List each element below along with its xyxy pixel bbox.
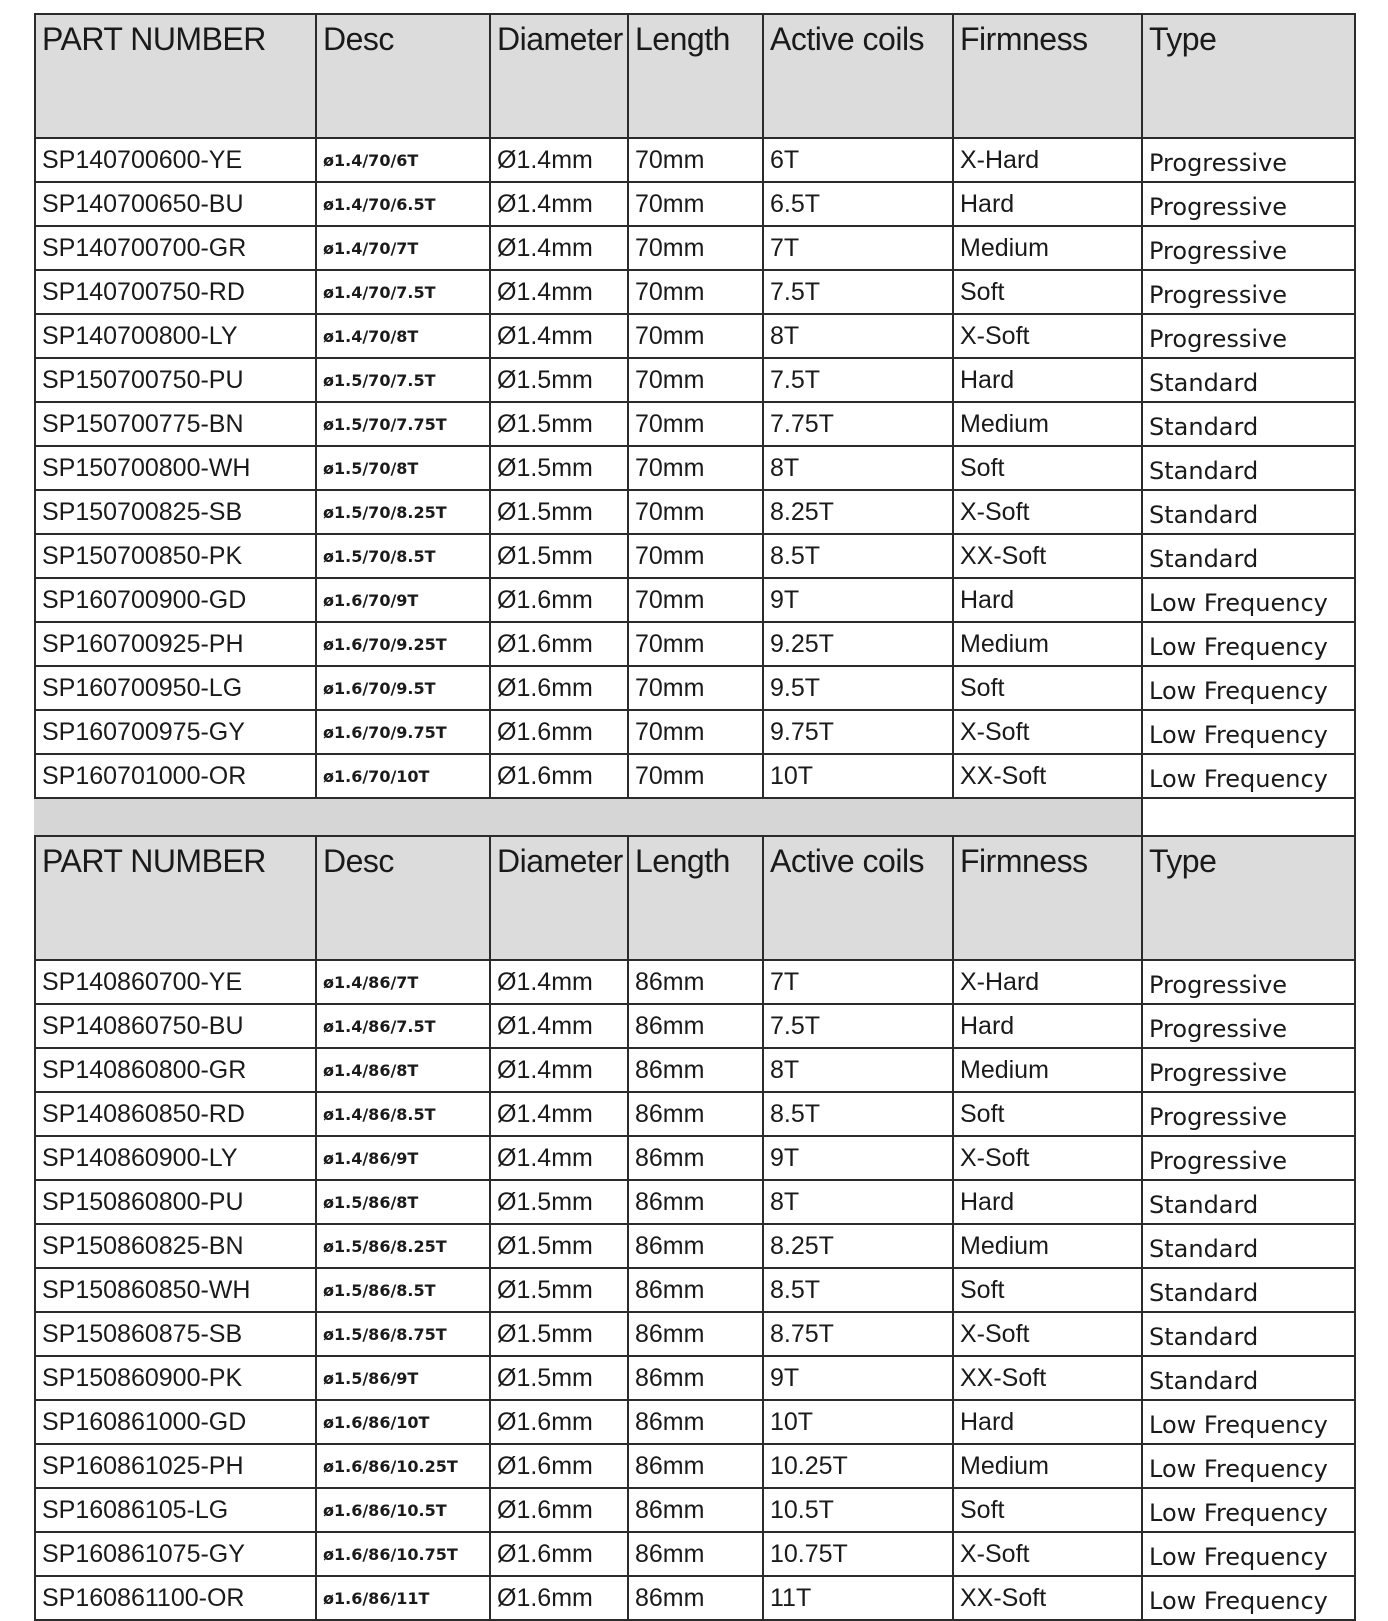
active-coils-cell: 10T — [763, 754, 953, 798]
diameter-cell: Ø1.5mm — [490, 402, 628, 446]
table-row — [35, 1400, 1355, 1444]
active-coils-cell: 9.5T — [763, 666, 953, 710]
type-cell: Low Frequency — [1142, 1532, 1355, 1576]
diameter-cell: Ø1.4mm — [490, 270, 628, 314]
firmness-cell: Hard — [953, 1400, 1142, 1444]
length-cell: 70mm — [628, 578, 763, 622]
length-cell: 86mm — [628, 1048, 763, 1092]
diameter-cell: Ø1.5mm — [490, 1356, 628, 1400]
table-row — [35, 578, 1355, 622]
active-coils-cell: 7T — [763, 960, 953, 1004]
header-row — [35, 14, 1355, 138]
firmness-cell: Soft — [953, 1092, 1142, 1136]
table-row — [35, 534, 1355, 578]
desc-cell: ø1.5/70/8T — [316, 446, 490, 490]
diameter-cell: Ø1.5mm — [490, 1180, 628, 1224]
desc-cell: ø1.6/70/10T — [316, 754, 490, 798]
table-row — [35, 402, 1355, 446]
active-coils-cell: 8T — [763, 314, 953, 358]
length-cell: 70mm — [628, 402, 763, 446]
part-number-cell: SP150700800-WH — [35, 446, 316, 490]
type-cell: Progressive — [1142, 314, 1355, 358]
type-cell: Low Frequency — [1142, 1444, 1355, 1488]
part-number-cell: SP150860825-BN — [35, 1224, 316, 1268]
diameter-cell: Ø1.4mm — [490, 138, 628, 182]
active-coils-cell: 9.75T — [763, 710, 953, 754]
part-number-cell: SP160861100-OR — [35, 1576, 316, 1620]
header-active-coils: Active coils — [763, 836, 953, 960]
active-coils-cell: 7T — [763, 226, 953, 270]
type-cell: Progressive — [1142, 1048, 1355, 1092]
header-type: Type — [1142, 836, 1355, 960]
part-number-cell: SP160861025-PH — [35, 1444, 316, 1488]
spring-spec-table — [34, 13, 1356, 1621]
part-number-cell: SP150700850-PK — [35, 534, 316, 578]
table-row — [35, 1180, 1355, 1224]
length-cell: 70mm — [628, 666, 763, 710]
desc-cell: ø1.4/70/6T — [316, 138, 490, 182]
desc-cell: ø1.5/70/8.5T — [316, 534, 490, 578]
type-cell: Progressive — [1142, 960, 1355, 1004]
part-number-cell: SP150700775-BN — [35, 402, 316, 446]
length-cell: 86mm — [628, 1268, 763, 1312]
diameter-cell: Ø1.6mm — [490, 710, 628, 754]
diameter-cell: Ø1.5mm — [490, 534, 628, 578]
desc-cell: ø1.6/70/9.75T — [316, 710, 490, 754]
part-number-cell: SP160861075-GY — [35, 1532, 316, 1576]
header-row — [35, 836, 1355, 960]
diameter-cell: Ø1.4mm — [490, 1136, 628, 1180]
desc-cell: ø1.6/86/10.75T — [316, 1532, 490, 1576]
type-cell: Standard — [1142, 1180, 1355, 1224]
table-row — [35, 960, 1355, 1004]
part-number-cell: SP150700825-SB — [35, 490, 316, 534]
table-row — [35, 182, 1355, 226]
active-coils-cell: 8.5T — [763, 1268, 953, 1312]
firmness-cell: X-Soft — [953, 710, 1142, 754]
length-cell: 86mm — [628, 1180, 763, 1224]
desc-cell: ø1.6/70/9.25T — [316, 622, 490, 666]
active-coils-cell: 8.5T — [763, 1092, 953, 1136]
desc-cell: ø1.5/86/8.75T — [316, 1312, 490, 1356]
firmness-cell: Medium — [953, 1224, 1142, 1268]
firmness-cell: Soft — [953, 270, 1142, 314]
active-coils-cell: 7.5T — [763, 270, 953, 314]
table-row — [35, 754, 1355, 798]
length-cell: 86mm — [628, 1092, 763, 1136]
type-cell: Low Frequency — [1142, 622, 1355, 666]
desc-cell: ø1.5/86/8T — [316, 1180, 490, 1224]
part-number-cell: SP160700925-PH — [35, 622, 316, 666]
length-cell: 86mm — [628, 960, 763, 1004]
desc-cell: ø1.4/86/8T — [316, 1048, 490, 1092]
desc-cell: ø1.4/86/7.5T — [316, 1004, 490, 1048]
firmness-cell: X-Hard — [953, 960, 1142, 1004]
part-number-cell: SP140860800-GR — [35, 1048, 316, 1092]
active-coils-cell: 10.75T — [763, 1532, 953, 1576]
diameter-cell: Ø1.6mm — [490, 1400, 628, 1444]
table-row — [35, 622, 1355, 666]
type-cell: Standard — [1142, 358, 1355, 402]
type-cell: Progressive — [1142, 1092, 1355, 1136]
part-number-cell: SP140700600-YE — [35, 138, 316, 182]
header-part-number: PART NUMBER — [35, 836, 316, 960]
firmness-cell: Hard — [953, 578, 1142, 622]
active-coils-cell: 8.75T — [763, 1312, 953, 1356]
firmness-cell: X-Soft — [953, 1312, 1142, 1356]
table-row — [35, 1576, 1355, 1620]
length-cell: 86mm — [628, 1400, 763, 1444]
firmness-cell: X-Soft — [953, 1136, 1142, 1180]
firmness-cell: Hard — [953, 1004, 1142, 1048]
type-cell: Progressive — [1142, 138, 1355, 182]
firmness-cell: XX-Soft — [953, 1576, 1142, 1620]
part-number-cell: SP140860900-LY — [35, 1136, 316, 1180]
type-cell: Progressive — [1142, 1136, 1355, 1180]
table-row — [35, 1224, 1355, 1268]
table-row — [35, 710, 1355, 754]
length-cell: 70mm — [628, 710, 763, 754]
length-cell: 86mm — [628, 1312, 763, 1356]
table-row — [35, 1488, 1355, 1532]
length-cell: 86mm — [628, 1444, 763, 1488]
type-cell: Progressive — [1142, 226, 1355, 270]
spring-spec-sheet — [34, 13, 1354, 1621]
type-cell: Progressive — [1142, 182, 1355, 226]
type-cell: Standard — [1142, 1312, 1355, 1356]
table-row — [35, 1356, 1355, 1400]
firmness-cell: Soft — [953, 1488, 1142, 1532]
diameter-cell: Ø1.4mm — [490, 314, 628, 358]
diameter-cell: Ø1.4mm — [490, 1004, 628, 1048]
part-number-cell: SP16086105-LG — [35, 1488, 316, 1532]
length-cell: 70mm — [628, 446, 763, 490]
length-cell: 70mm — [628, 138, 763, 182]
active-coils-cell: 6.5T — [763, 182, 953, 226]
desc-cell: ø1.4/70/7T — [316, 226, 490, 270]
diameter-cell: Ø1.6mm — [490, 578, 628, 622]
type-cell: Low Frequency — [1142, 754, 1355, 798]
part-number-cell: SP150860875-SB — [35, 1312, 316, 1356]
length-cell: 86mm — [628, 1004, 763, 1048]
diameter-cell: Ø1.4mm — [490, 960, 628, 1004]
table-row — [35, 1136, 1355, 1180]
type-cell: Low Frequency — [1142, 1488, 1355, 1532]
length-cell: 70mm — [628, 182, 763, 226]
diameter-cell: Ø1.4mm — [490, 182, 628, 226]
active-coils-cell: 8T — [763, 1180, 953, 1224]
firmness-cell: Medium — [953, 1444, 1142, 1488]
diameter-cell: Ø1.4mm — [490, 1092, 628, 1136]
desc-cell: ø1.6/70/9T — [316, 578, 490, 622]
header-length: Length — [628, 14, 763, 138]
length-cell: 86mm — [628, 1224, 763, 1268]
header-active-coils: Active coils — [763, 14, 953, 138]
active-coils-cell: 11T — [763, 1576, 953, 1620]
diameter-cell: Ø1.6mm — [490, 754, 628, 798]
diameter-cell: Ø1.6mm — [490, 1532, 628, 1576]
type-cell: Standard — [1142, 446, 1355, 490]
length-cell: 70mm — [628, 358, 763, 402]
firmness-cell: X-Hard — [953, 138, 1142, 182]
type-cell: Standard — [1142, 1268, 1355, 1312]
desc-cell: ø1.4/86/9T — [316, 1136, 490, 1180]
desc-cell: ø1.4/86/8.5T — [316, 1092, 490, 1136]
part-number-cell: SP160700950-LG — [35, 666, 316, 710]
length-cell: 70mm — [628, 226, 763, 270]
table-row — [35, 138, 1355, 182]
part-number-cell: SP150860800-PU — [35, 1180, 316, 1224]
diameter-cell: Ø1.6mm — [490, 622, 628, 666]
firmness-cell: Hard — [953, 1180, 1142, 1224]
diameter-cell: Ø1.5mm — [490, 1224, 628, 1268]
part-number-cell: SP140700650-BU — [35, 182, 316, 226]
active-coils-cell: 8.25T — [763, 490, 953, 534]
active-coils-cell: 8T — [763, 1048, 953, 1092]
table-row — [35, 490, 1355, 534]
length-cell: 70mm — [628, 490, 763, 534]
firmness-cell: Medium — [953, 622, 1142, 666]
table-row — [35, 1092, 1355, 1136]
header-firmness: Firmness — [953, 836, 1142, 960]
active-coils-cell: 9T — [763, 1356, 953, 1400]
diameter-cell: Ø1.5mm — [490, 358, 628, 402]
active-coils-cell: 8.5T — [763, 534, 953, 578]
table-row — [35, 270, 1355, 314]
desc-cell: ø1.6/86/10T — [316, 1400, 490, 1444]
table-row — [35, 446, 1355, 490]
desc-cell: ø1.6/86/10.5T — [316, 1488, 490, 1532]
part-number-cell: SP140700700-GR — [35, 226, 316, 270]
active-coils-cell: 7.5T — [763, 1004, 953, 1048]
table-row — [35, 1532, 1355, 1576]
length-cell: 86mm — [628, 1532, 763, 1576]
table-row — [35, 1444, 1355, 1488]
type-cell: Low Frequency — [1142, 1576, 1355, 1620]
length-cell: 70mm — [628, 534, 763, 578]
header-diameter: Diameter — [490, 14, 628, 138]
type-cell: Low Frequency — [1142, 666, 1355, 710]
length-cell: 86mm — [628, 1356, 763, 1400]
table-row — [35, 1312, 1355, 1356]
desc-cell: ø1.4/70/7.5T — [316, 270, 490, 314]
type-cell: Progressive — [1142, 270, 1355, 314]
part-number-cell: SP160701000-OR — [35, 754, 316, 798]
firmness-cell: Medium — [953, 226, 1142, 270]
part-number-cell: SP140700750-RD — [35, 270, 316, 314]
firmness-cell: Hard — [953, 358, 1142, 402]
active-coils-cell: 8.25T — [763, 1224, 953, 1268]
active-coils-cell: 9.25T — [763, 622, 953, 666]
firmness-cell: Soft — [953, 1268, 1142, 1312]
length-cell: 70mm — [628, 270, 763, 314]
desc-cell: ø1.5/86/9T — [316, 1356, 490, 1400]
diameter-cell: Ø1.6mm — [490, 1576, 628, 1620]
desc-cell: ø1.6/86/11T — [316, 1576, 490, 1620]
part-number-cell: SP150860850-WH — [35, 1268, 316, 1312]
part-number-cell: SP140860850-RD — [35, 1092, 316, 1136]
section-divider — [35, 798, 1355, 836]
type-cell: Progressive — [1142, 1004, 1355, 1048]
length-cell: 70mm — [628, 754, 763, 798]
type-cell: Standard — [1142, 402, 1355, 446]
desc-cell: ø1.5/70/7.75T — [316, 402, 490, 446]
table-row — [35, 1004, 1355, 1048]
table-row — [35, 1268, 1355, 1312]
firmness-cell: Medium — [953, 402, 1142, 446]
length-cell: 86mm — [628, 1576, 763, 1620]
table-row — [35, 358, 1355, 402]
part-number-cell: SP160700900-GD — [35, 578, 316, 622]
diameter-cell: Ø1.5mm — [490, 1312, 628, 1356]
header-type: Type — [1142, 14, 1355, 138]
desc-cell: ø1.5/86/8.25T — [316, 1224, 490, 1268]
desc-cell: ø1.5/86/8.5T — [316, 1268, 490, 1312]
type-cell: Standard — [1142, 1356, 1355, 1400]
desc-cell: ø1.4/70/8T — [316, 314, 490, 358]
desc-cell: ø1.4/86/7T — [316, 960, 490, 1004]
header-length: Length — [628, 836, 763, 960]
active-coils-cell: 10.25T — [763, 1444, 953, 1488]
diameter-cell: Ø1.5mm — [490, 1268, 628, 1312]
type-cell: Low Frequency — [1142, 578, 1355, 622]
desc-cell: ø1.5/70/8.25T — [316, 490, 490, 534]
part-number-cell: SP140860700-YE — [35, 960, 316, 1004]
type-cell: Low Frequency — [1142, 1400, 1355, 1444]
firmness-cell: XX-Soft — [953, 534, 1142, 578]
table-row — [35, 226, 1355, 270]
firmness-cell: Soft — [953, 446, 1142, 490]
desc-cell: ø1.5/70/7.5T — [316, 358, 490, 402]
part-number-cell: SP150860900-PK — [35, 1356, 316, 1400]
part-number-cell: SP140700800-LY — [35, 314, 316, 358]
active-coils-cell: 9T — [763, 1136, 953, 1180]
type-cell: Standard — [1142, 1224, 1355, 1268]
length-cell: 86mm — [628, 1488, 763, 1532]
type-cell: Standard — [1142, 534, 1355, 578]
header-desc: Desc — [316, 836, 490, 960]
table-row — [35, 666, 1355, 710]
firmness-cell: X-Soft — [953, 490, 1142, 534]
diameter-cell: Ø1.5mm — [490, 490, 628, 534]
header-desc: Desc — [316, 14, 490, 138]
diameter-cell: Ø1.4mm — [490, 226, 628, 270]
firmness-cell: XX-Soft — [953, 1356, 1142, 1400]
firmness-cell: X-Soft — [953, 1532, 1142, 1576]
diameter-cell: Ø1.6mm — [490, 1488, 628, 1532]
table-row — [35, 1048, 1355, 1092]
active-coils-cell: 9T — [763, 578, 953, 622]
type-cell: Standard — [1142, 490, 1355, 534]
part-number-cell: SP160700975-GY — [35, 710, 316, 754]
part-number-cell: SP160861000-GD — [35, 1400, 316, 1444]
firmness-cell: Medium — [953, 1048, 1142, 1092]
active-coils-cell: 10.5T — [763, 1488, 953, 1532]
desc-cell: ø1.6/86/10.25T — [316, 1444, 490, 1488]
diameter-cell: Ø1.5mm — [490, 446, 628, 490]
active-coils-cell: 7.75T — [763, 402, 953, 446]
firmness-cell: X-Soft — [953, 314, 1142, 358]
active-coils-cell: 10T — [763, 1400, 953, 1444]
part-number-cell: SP140860750-BU — [35, 1004, 316, 1048]
desc-cell: ø1.4/70/6.5T — [316, 182, 490, 226]
firmness-cell: Soft — [953, 666, 1142, 710]
active-coils-cell: 8T — [763, 446, 953, 490]
divider-empty-cell — [1142, 798, 1355, 836]
firmness-cell: Hard — [953, 182, 1142, 226]
length-cell: 70mm — [628, 314, 763, 358]
length-cell: 86mm — [628, 1136, 763, 1180]
table-row — [35, 314, 1355, 358]
diameter-cell: Ø1.6mm — [490, 666, 628, 710]
length-cell: 70mm — [628, 622, 763, 666]
diameter-cell: Ø1.4mm — [490, 1048, 628, 1092]
header-part-number: PART NUMBER — [35, 14, 316, 138]
part-number-cell: SP150700750-PU — [35, 358, 316, 402]
firmness-cell: XX-Soft — [953, 754, 1142, 798]
active-coils-cell: 6T — [763, 138, 953, 182]
type-cell: Low Frequency — [1142, 710, 1355, 754]
desc-cell: ø1.6/70/9.5T — [316, 666, 490, 710]
diameter-cell: Ø1.6mm — [490, 1444, 628, 1488]
active-coils-cell: 7.5T — [763, 358, 953, 402]
header-firmness: Firmness — [953, 14, 1142, 138]
header-diameter: Diameter — [490, 836, 628, 960]
divider-band — [35, 798, 1142, 836]
